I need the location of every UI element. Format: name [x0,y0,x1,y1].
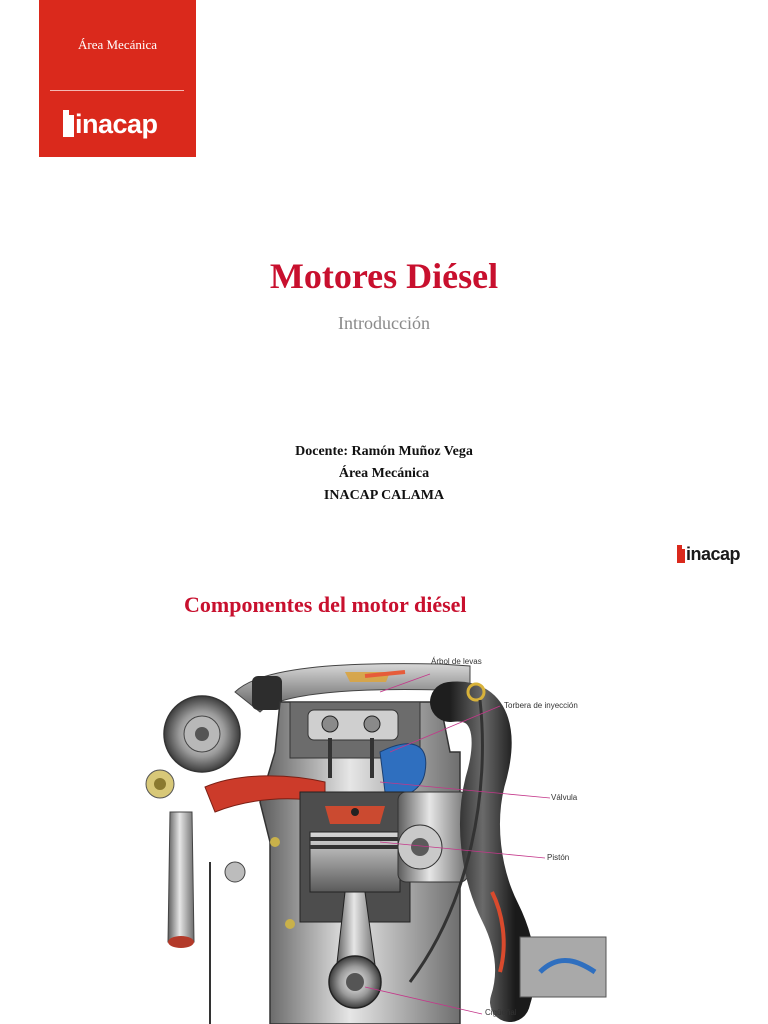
brand-area-label: Área Mecánica [77,37,158,52]
section-title: Componentes del motor diésel [184,592,467,617]
author-line: Área Mecánica [338,466,430,481]
engine-diagram-svg [140,642,630,1024]
inacap-logo [63,107,158,141]
page-title: Motores Diésel [269,256,499,296]
logo-mark-icon [63,115,74,137]
logo-text: inacap [75,108,158,139]
slide-components [0,530,768,1024]
brand-divider [50,90,184,91]
engine-cutaway-illustration [140,642,630,1024]
logo-mark-icon [677,549,685,563]
logo-text: inacap [686,544,741,564]
brand-block [39,0,196,157]
page-subtitle: Introducción [338,313,430,333]
diagram-label: Válvula [551,793,578,802]
diagram-label: Torbera de inyección [504,701,578,710]
author-block [0,441,768,507]
diagram-label: Árbol de levas [431,657,482,666]
inacap-logo [677,544,740,565]
author-line: Docente: Ramón Muñoz Vega [295,444,473,459]
diagram-label: Pistón [547,853,570,862]
diagram-label: Cigüeñal [485,1008,517,1017]
author-line: INACAP CALAMA [323,488,445,503]
